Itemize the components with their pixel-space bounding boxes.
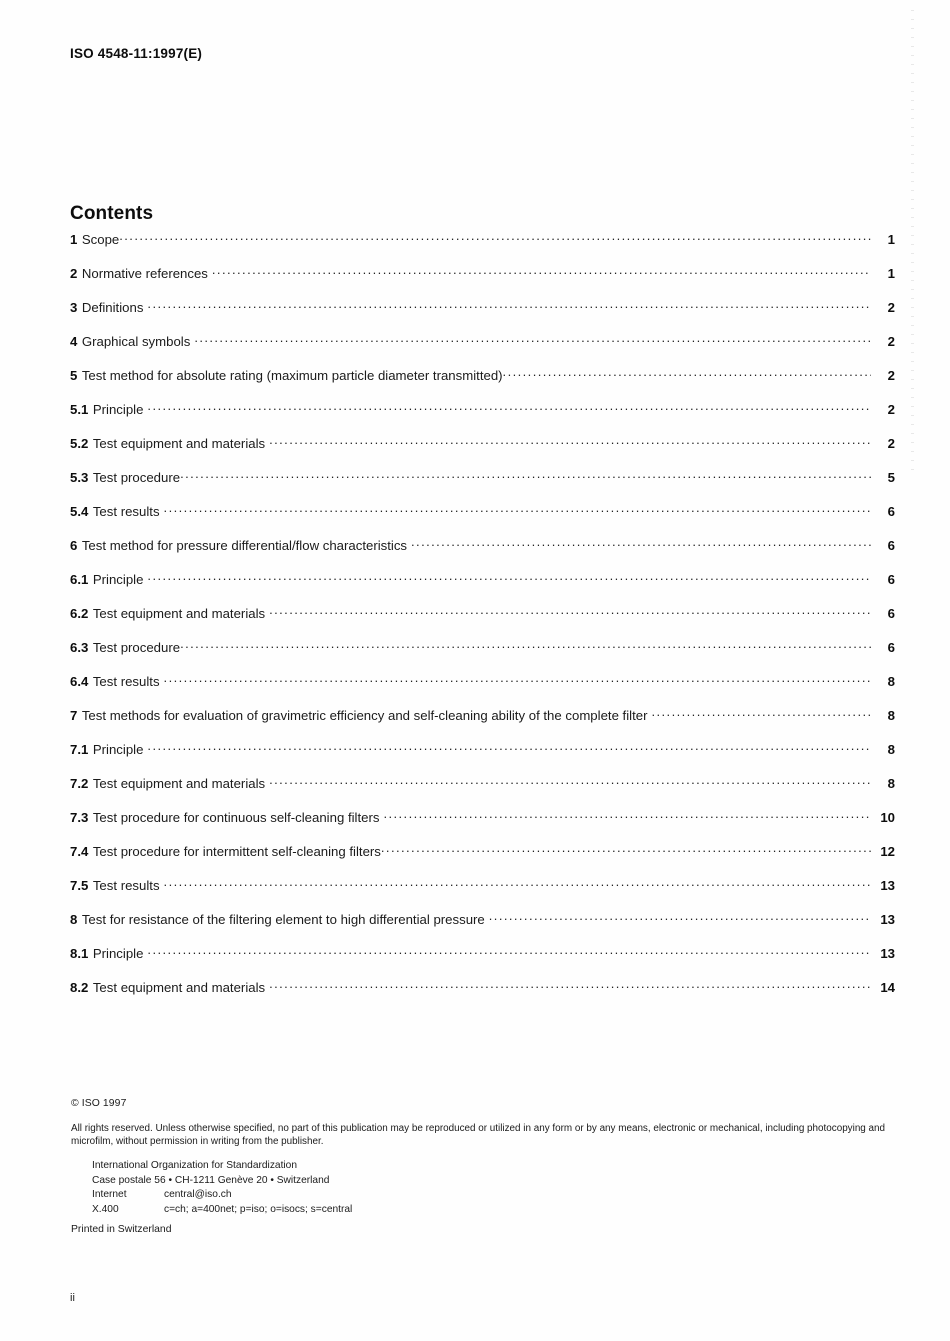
toc-entry-page-number: 2 [887, 436, 895, 452]
toc-entry-page-number: 2 [887, 300, 895, 316]
toc-entry-label: Scope [81, 232, 120, 248]
toc-entry-label: Principle [92, 402, 144, 418]
toc-entry-number: 5 [70, 368, 78, 384]
table-of-contents [70, 231, 895, 1013]
toc-entry-number: 7.1 [70, 742, 89, 758]
toc-entry-page-number: 1 [887, 232, 895, 248]
x400-address: c=ch; a=400net; p=iso; o=isocs; s=central [164, 1203, 353, 1215]
toc-dot-leader [147, 741, 871, 754]
toc-dot-leader [119, 231, 871, 244]
x400-row [92, 1203, 901, 1217]
toc-entry-label: Test procedure for intermittent self-cleaning filters [92, 844, 381, 860]
toc-entry[interactable] [70, 639, 895, 673]
toc-entry[interactable] [70, 435, 895, 469]
toc-entry[interactable] [70, 503, 895, 537]
document-header-standard-number: ISO 4548-11:1997(E) [70, 46, 203, 61]
toc-dot-leader [269, 979, 871, 992]
toc-entry-label: Test methods for evaluation of gravimetric efficiency and self-cleaning ability of the complete filter [81, 708, 648, 724]
toc-dot-leader [212, 265, 871, 278]
toc-entry-page-number: 2 [887, 334, 895, 350]
toc-entry-page-number: 6 [887, 606, 895, 622]
toc-entry-label: Test method for absolute rating (maximum particle diameter transmitted) [81, 368, 503, 384]
toc-dot-leader [269, 605, 871, 618]
toc-entry-number: 7.4 [70, 844, 89, 860]
toc-entry-label: Test results [92, 504, 160, 520]
toc-dot-leader [180, 469, 871, 482]
toc-entry-page-number: 13 [880, 878, 895, 894]
toc-entry[interactable] [70, 299, 895, 333]
toc-entry-label: Test results [92, 878, 160, 894]
toc-entry[interactable] [70, 979, 895, 1013]
toc-entry-label: Test equipment and materials [92, 606, 266, 622]
toc-entry-page-number: 5 [887, 470, 895, 486]
toc-entry-label: Definitions [81, 300, 144, 316]
toc-entry-number: 6.3 [70, 640, 89, 656]
toc-entry-label: Principle [92, 572, 144, 588]
toc-entry-page-number: 8 [887, 776, 895, 792]
toc-entry-number: 2 [70, 266, 78, 282]
toc-entry[interactable] [70, 945, 895, 979]
toc-dot-leader [383, 809, 871, 822]
toc-entry[interactable] [70, 707, 895, 741]
toc-entry-label: Principle [92, 742, 144, 758]
toc-entry-number: 7 [70, 708, 78, 724]
toc-entry-number: 6.2 [70, 606, 89, 622]
toc-entry-label: Test procedure for continuous self-cleaning filters [92, 810, 380, 826]
toc-entry-page-number: 13 [880, 946, 895, 962]
toc-entry-page-number: 8 [887, 708, 895, 724]
imprint-block [71, 1098, 901, 1235]
toc-dot-leader [147, 945, 871, 958]
toc-entry-number: 7.5 [70, 878, 89, 894]
toc-entry-label: Normative references [81, 266, 208, 282]
toc-dot-leader [164, 503, 871, 516]
toc-entry-label: Test equipment and materials [92, 436, 266, 452]
toc-entry[interactable] [70, 265, 895, 299]
toc-entry[interactable] [70, 775, 895, 809]
toc-dot-leader [503, 367, 871, 380]
toc-entry-number: 6.1 [70, 572, 89, 588]
toc-dot-leader [164, 877, 871, 890]
toc-entry-page-number: 12 [880, 844, 895, 860]
toc-entry[interactable] [70, 843, 895, 877]
toc-entry-number: 1 [70, 232, 78, 248]
toc-entry-page-number: 8 [887, 674, 895, 690]
internet-email: central@iso.ch [164, 1189, 232, 1201]
toc-entry[interactable] [70, 809, 895, 843]
x400-label: X.400 [92, 1203, 119, 1215]
toc-entry-number: 5.4 [70, 504, 89, 520]
toc-entry-label: Graphical symbols [81, 334, 191, 350]
toc-entry-page-number: 2 [887, 368, 895, 384]
toc-entry-page-number: 6 [887, 572, 895, 588]
postal-address: Case postale 56 • CH-1211 Genève 20 • Switzerland [92, 1174, 330, 1186]
toc-entry[interactable] [70, 401, 895, 435]
toc-entry[interactable] [70, 673, 895, 707]
toc-dot-leader [381, 843, 871, 856]
page-folio-number: ii [70, 1292, 75, 1304]
toc-entry-page-number: 13 [880, 912, 895, 928]
toc-entry[interactable] [70, 367, 895, 401]
toc-entry-label: Test procedure [92, 470, 181, 486]
toc-dot-leader [269, 775, 871, 788]
toc-entry-number: 6 [70, 538, 78, 554]
toc-entry-label: Principle [92, 946, 144, 962]
toc-entry-number: 7.3 [70, 810, 89, 826]
toc-entry-label: Test results [92, 674, 160, 690]
toc-entry-number: 5.3 [70, 470, 89, 486]
toc-dot-leader [651, 707, 871, 720]
toc-dot-leader [269, 435, 871, 448]
toc-entry[interactable] [70, 333, 895, 367]
toc-dot-leader [147, 401, 871, 414]
toc-entry-number: 4 [70, 334, 78, 350]
toc-entry[interactable] [70, 877, 895, 911]
toc-entry[interactable] [70, 231, 895, 265]
toc-entry-page-number: 6 [887, 640, 895, 656]
toc-dot-leader [194, 333, 871, 346]
toc-entry-label: Test method for pressure differential/flow characteristics [81, 538, 408, 554]
toc-entry-page-number: 2 [887, 402, 895, 418]
toc-entry[interactable] [70, 741, 895, 775]
toc-entry[interactable] [70, 605, 895, 639]
contents-heading: Contents [70, 202, 154, 224]
toc-entry-page-number: 6 [887, 538, 895, 554]
internet-row [92, 1188, 901, 1202]
toc-dot-leader [489, 911, 871, 924]
toc-entry-page-number: 6 [887, 504, 895, 520]
toc-entry-label: Test for resistance of the filtering element to high differential pressure [81, 912, 485, 928]
toc-entry-page-number: 1 [887, 266, 895, 282]
toc-entry-page-number: 10 [880, 810, 895, 826]
toc-entry[interactable] [70, 571, 895, 605]
toc-entry-number: 8.1 [70, 946, 89, 962]
toc-dot-leader [147, 571, 871, 584]
publisher-address [92, 1159, 901, 1217]
printed-in-text: Printed in Switzerland [71, 1224, 172, 1236]
toc-entry-number: 5.2 [70, 436, 89, 452]
toc-entry[interactable] [70, 469, 895, 503]
toc-entry-number: 8 [70, 912, 78, 928]
toc-entry-number: 6.4 [70, 674, 89, 690]
rights-reserved-text: All rights reserved. Unless otherwise specified, no part of this publication may be reproduced or utilized in any form or by any means, electronic or mechanical, including photocopying and microfilm, without permission in writing from the publisher. [71, 1123, 886, 1148]
scan-edge-artifact [911, 10, 914, 470]
toc-entry-number: 3 [70, 300, 78, 316]
toc-dot-leader [147, 299, 871, 312]
toc-entry[interactable] [70, 911, 895, 945]
organization-name: International Organization for Standardization [92, 1160, 298, 1172]
internet-label: Internet [92, 1189, 127, 1201]
toc-entry-page-number: 8 [887, 742, 895, 758]
toc-entry-label: Test equipment and materials [92, 980, 266, 996]
toc-dot-leader [164, 673, 871, 686]
toc-entry-number: 8.2 [70, 980, 89, 996]
toc-entry-number: 7.2 [70, 776, 89, 792]
toc-entry[interactable] [70, 537, 895, 571]
copyright-notice: © ISO 1997 [71, 1098, 127, 1109]
toc-dot-leader [180, 639, 871, 652]
toc-entry-page-number: 14 [880, 980, 895, 996]
toc-entry-label: Test equipment and materials [92, 776, 266, 792]
toc-entry-number: 5.1 [70, 402, 89, 418]
toc-entry-label: Test procedure [92, 640, 181, 656]
toc-dot-leader [411, 537, 871, 550]
